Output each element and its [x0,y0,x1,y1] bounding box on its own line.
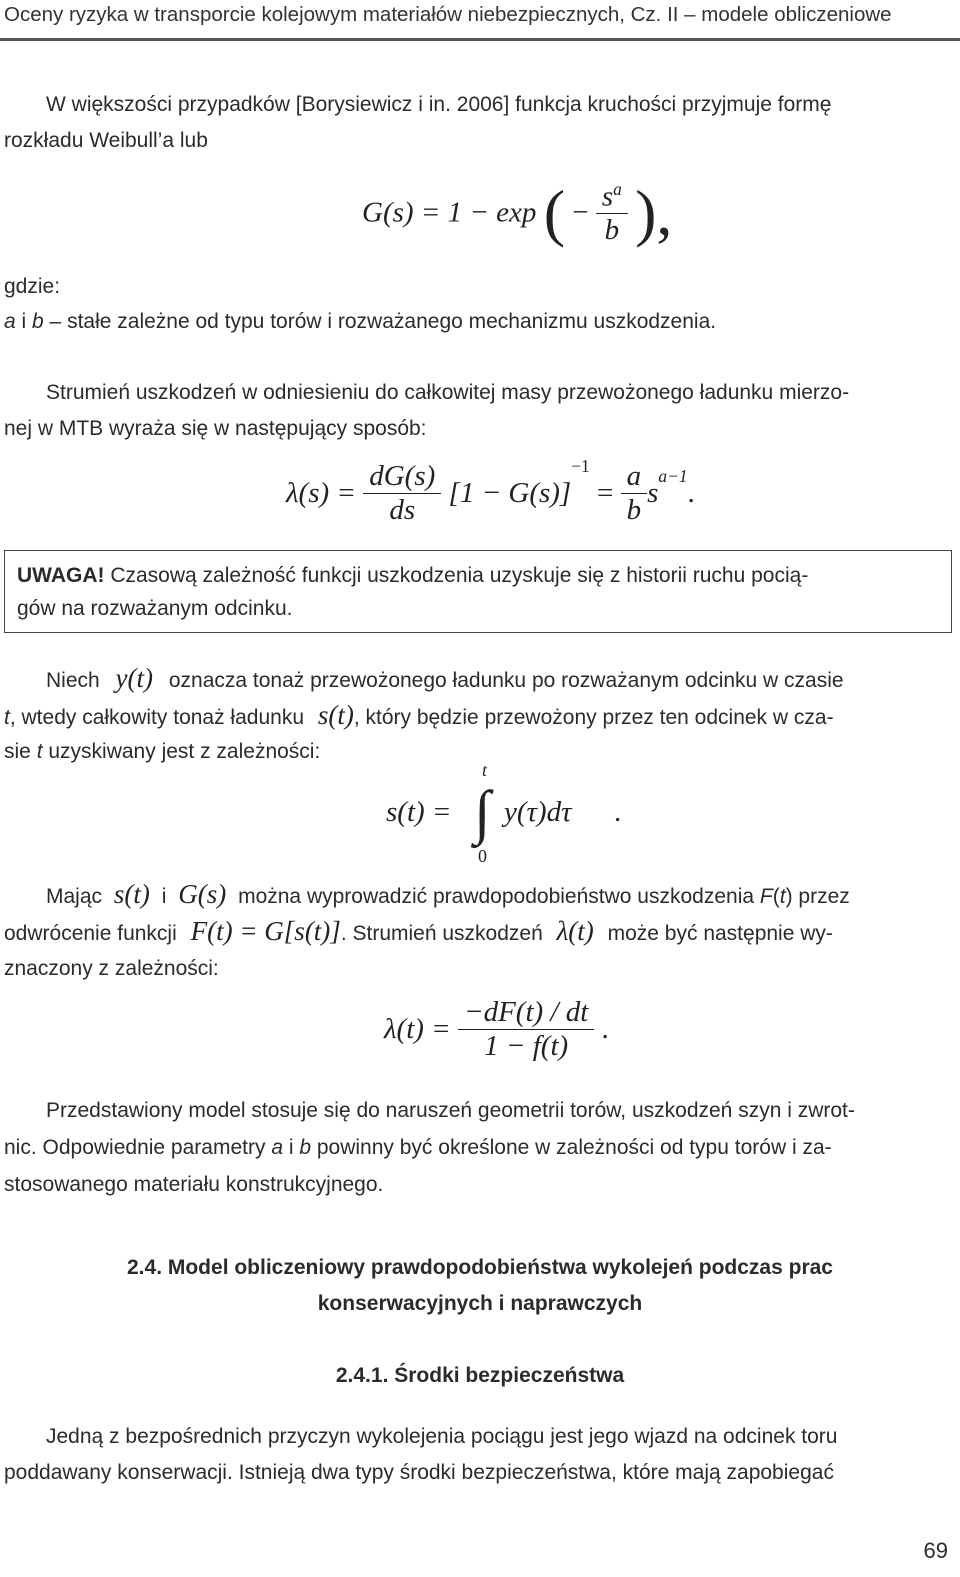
math-s-t-2: s(t) [113,879,150,909]
running-header [0,0,960,36]
equation-failure-rate [286,456,695,527]
eq1-paren-open: ( [543,177,565,248]
paragraph-4-line-3: znaczony z zależności: [4,957,219,980]
p5-text-c: powinny być określone w zależności od typu torów i za- [311,1136,832,1159]
p5-text-a: nic. Odpowiednie parametry [4,1136,272,1159]
eq3-lhs: s(t) = [386,796,452,828]
math-G-s: G(s) [178,879,227,909]
eq1-num: s [601,180,614,213]
p5-param-b: b [299,1136,312,1159]
p4-text-b2: . Strumień uszkodzeń [340,922,543,945]
eq2-mid-exp: −1 [571,456,590,476]
p3-text-a1: Niech [46,669,100,692]
eq1-exp: a [613,178,622,199]
paragraph-4-line-1: Mając s(t) i G(s) można wyprowadzić prawdopodobieństwo uszkodzenia F(t) przez [46,879,850,909]
p3-text-c1: sie [4,740,37,763]
where-label: gdzie: [4,275,61,298]
param-a: a [4,310,16,333]
p5-param-a: a [271,1136,283,1159]
p3-text-b2: , wtedy całkowity tonaż ładunku [9,706,304,729]
p3-t2: t [36,740,43,763]
eq3-upper: t [482,760,488,780]
subsection-heading: 2.4.1. Środki bezpieczeństwa [335,1364,625,1387]
p4-text-a2: i [161,885,167,908]
math-F-equals-G: F(t) = G[s(t)] [190,916,341,946]
eq2-fraction [363,460,441,527]
p4-F: F [759,885,773,908]
p4-text-b3: może być następnie wy- [607,922,833,945]
eq1-fraction [596,179,628,248]
eq3-lower: 0 [478,846,487,866]
eq2-fnum: a [626,459,642,492]
paragraph-5-line-1: Przedstawiony model stosuje się do naruszeń geometrii torów, uszkodzeń szyn i zwrot- [46,1099,855,1122]
eq2-ab-fraction [621,460,648,527]
eq1-tail: ), [635,177,673,248]
note-box [4,550,952,633]
paragraph-1-line-1: W większości przypadków [Borysiewicz i in. 2006] funkcja kruchości przyjmuje formę [46,93,832,116]
note-line-2: gów na rozważanym odcinku. [17,597,293,620]
eq4-end: . [601,1013,609,1045]
p4-text-a4: przez [792,885,850,908]
p3-text-c3: uzyskiwany jest z zależności: [42,740,321,763]
eq2-fden: b [621,493,648,527]
p4-text-a1: Mając [46,885,103,908]
note-text [17,559,937,625]
equation-weibull [362,176,672,250]
note-line-1: Czasową zależność funkcji uszkodzenia uzyskuje się z historii ruchu pocią- [104,564,809,587]
eq2-eq: = [596,476,614,509]
paragraph-5-line-3: stosowanego materiału konstrukcyjnego. [4,1173,384,1196]
paragraph-3-line-2 [4,697,834,736]
math-y-t: y(t) [115,663,154,693]
paragraph-3-line-3 [4,733,320,770]
eq1-neg: − [572,196,589,229]
eq2-num: dG(s) [369,459,436,492]
eq2-s-exp: a−1 [658,466,688,486]
paragraph-5-line-2 [4,1129,832,1166]
where-definition [4,303,716,340]
eq1-den: b [596,213,628,247]
eq1-lhs: G(s) = 1 − exp [362,196,537,229]
equation-lambda-t [384,996,609,1063]
paragraph-4-line-2 [4,913,833,952]
where-rest: – stałe zależne od typu torów i rozważanego mechanizmu uszkodzenia. [43,310,717,333]
header-rule [0,38,960,41]
paragraph-2-line-1: Strumień uszkodzeń w odniesieniu do całkowitej masy przewożonego ładunku mierzo- [46,381,850,404]
page-number: 69 [923,1538,948,1563]
section-heading-line-2: konserwacyjnych i naprawczych [317,1292,643,1315]
eq2-den: ds [363,493,441,527]
note-bold: UWAGA! [17,564,105,587]
math-lambda-t: λ(t) [556,916,594,946]
paragraph-2-line-2: nej w MTB wyraża się w następujący sposób: [4,417,427,440]
eq2-s: s [647,476,659,509]
eq4-fraction [458,996,594,1063]
section-heading-line-1: 2.4. Model obliczeniowy prawdopodobieństwa wykolejeń podczas prac [127,1256,833,1279]
eq2-end: . [687,476,695,509]
paragraph-3-line-1 [46,660,844,699]
p5-text-b: i [283,1136,300,1159]
paragraph-1-line-2: rozkładu Weibull’a lub [4,129,208,152]
p3-t: t [4,706,10,729]
eq4-num: −dF(t) / dt [464,996,589,1028]
math-s-t: s(t) [317,700,354,730]
eq2-lhs: λ(s) = [286,476,356,509]
p4-t: t [779,885,786,908]
p3-text-b3: , który będzie przewożony przez ten odcinek w cza- [353,706,834,729]
p4-text-a3: można wyprowadzić prawdopodobieństwo uszkodzenia [238,885,755,908]
paragraph-6-line-2: poddawany konserwacji. Istnieją dwa typy środki bezpieczeństwa, które mają zapobiegać [4,1461,834,1484]
where-and: i [15,310,33,333]
integral-sign: ∫ [474,779,491,845]
eq4-den: 1 − f(t) [458,1029,594,1063]
param-b: b [32,310,44,333]
p4-text-b1: odwrócenie funkcji [4,922,177,945]
eq3-end: . [614,796,622,828]
header-title: Oceny ryzyka w transporcie kolejowym materiałów niebezpiecznych, Cz. II – modele obliczeniowe [4,3,892,26]
paragraph-6-line-1: Jedną z bezpośrednich przyczyn wykolejenia pociągu jest jego wjazd na odcinek toru [46,1425,838,1448]
eq3-body: y(τ)dτ [504,796,572,828]
eq4-lhs: λ(t) = [384,1013,451,1045]
eq2-mid: [1 − G(s)] [448,476,572,509]
p3-text-a2: oznacza tonaż przewożonego ładunku po rozważanym odcinku w czasie [168,669,844,692]
